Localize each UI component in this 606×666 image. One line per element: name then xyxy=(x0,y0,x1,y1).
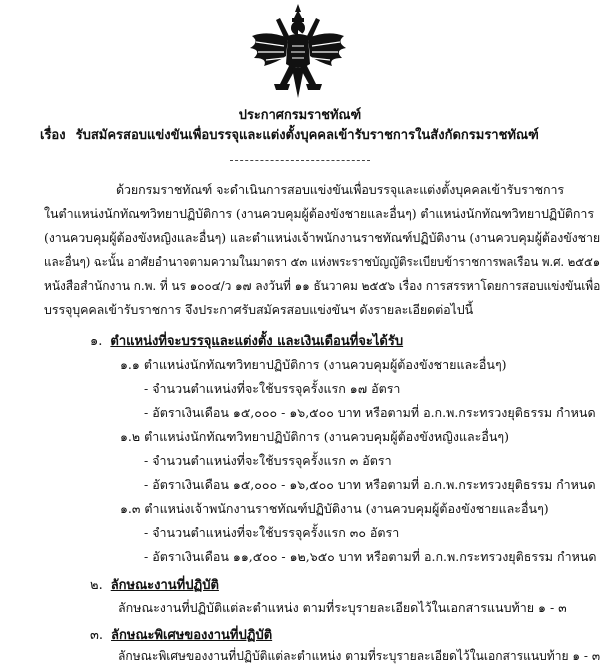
position-title: ๑.๒ ตำแหน่งนักทัณฑวิทยาปฏิบัติการ (งานควบคุมผู้ต้องขังหญิงและอื่นๆ) xyxy=(120,429,510,444)
section-heading xyxy=(90,330,403,351)
body-line: ด้วยกรมราชทัณฑ์ จะดำเนินการสอบแข่งขันเพื่อบรรจุและแต่งตั้งบุคคลเข้ารับราชการ xyxy=(116,182,565,197)
section-heading xyxy=(90,624,272,645)
body-line: (งานควบคุมผู้ต้องขังหญิงและอื่นๆ) และตำแหน่งเจ้าพนักงานราชทัณฑ์ปฏิบัติงาน (งานควบคุมผู้ต้องขังชาย xyxy=(44,230,601,245)
body-line: บรรจุบุคคลเข้ารับราชการ จึงประกาศรับสมัครสอบแข่งขันฯ ดังรายละเอียดต่อไปนี้ xyxy=(44,302,474,317)
position-count: - จำนวนตำแหน่งที่จะใช้บรรจุครั้งแรก ๓๐ อัตรา xyxy=(144,525,400,540)
section-text: ลักษณะพิเศษของงานที่ปฏิบัติแต่ละตำแหน่ง ตามที่ระบุรายละเอียดไว้ในเอกสารแนบท้าย ๑ - ๓ xyxy=(118,648,601,663)
section-number: ๒. xyxy=(90,578,103,593)
body-line: ในตำแหน่งนักทัณฑวิทยาปฏิบัติการ (งานควบคุมผู้ต้องขังชายและอื่นๆ) ตำแหน่งนักทัณฑวิทยาปฏิบัติการ xyxy=(44,206,594,221)
position-count: - จำนวนตำแหน่งที่จะใช้บรรจุครั้งแรก ๑๗ อัตรา xyxy=(144,381,401,396)
section-number: ๓. xyxy=(90,628,104,643)
position-salary: - อัตราเงินเดือน ๑๕,๐๐๐ - ๑๖,๕๐๐ บาท หรือตามที่ อ.ก.พ.กระทรวงยุติธรรม กำหนด xyxy=(144,405,596,420)
announcement-subject xyxy=(40,124,539,145)
position-title: ๑.๑ ตำแหน่งนักทัณฑวิทยาปฏิบัติการ (งานควบคุมผู้ต้องขังชายและอื่นๆ) xyxy=(120,357,507,372)
section-title: ลักษณะงานที่ปฏิบัติ xyxy=(110,578,219,593)
position-salary: - อัตราเงินเดือน ๑๕,๐๐๐ - ๑๖,๕๐๐ บาท หรือตามที่ อ.ก.พ.กระทรวงยุติธรรม กำหนด xyxy=(144,477,596,492)
position-title: ๑.๓ ตำแหน่งเจ้าพนักงานราชทัณฑ์ปฏิบัติงาน (งานควบคุมผู้ต้องขังชายและอื่นๆ) xyxy=(120,501,549,516)
section-title: ตำแหน่งที่จะบรรจุและแต่งตั้ง และเงินเดือนที่จะได้รับ xyxy=(110,334,404,349)
section-heading xyxy=(90,574,219,595)
position-count: - จำนวนตำแหน่งที่จะใช้บรรจุครั้งแรก ๓ อัตรา xyxy=(144,453,392,468)
subject-text: รับสมัครสอบแข่งขันเพื่อบรรจุและแต่งตั้งบุคคลเข้ารับราชการในสังกัดกรมราชทัณฑ์ xyxy=(75,128,539,143)
section-title: ลักษณะพิเศษของงานที่ปฏิบัติ xyxy=(111,628,273,643)
section-text: ลักษณะงานที่ปฏิบัติแต่ละตำแหน่ง ตามที่ระบุรายละเอียดไว้ในเอกสารแนบท้าย ๑ - ๓ xyxy=(118,600,567,615)
section-number: ๑. xyxy=(90,334,103,349)
subject-label: เรื่อง xyxy=(40,128,66,143)
body-line: และอื่นๆ) ฉะนั้น อาศัยอำนาจตามความในมาตรา ๕๓ แห่งพระราชบัญญัติระเบียบข้าราชการพลเรือน พ.ศ. ๒๕๕๑ xyxy=(44,254,601,269)
position-salary: - อัตราเงินเดือน ๑๑,๕๐๐ - ๑๒,๖๕๐ บาท หรือตามที่ อ.ก.พ.กระทรวงยุติธรรม กำหนด xyxy=(144,549,597,564)
divider xyxy=(230,160,370,161)
announcement-title: ประกาศกรมราชทัณฑ์ xyxy=(238,108,362,123)
garuda-emblem-icon xyxy=(246,2,350,100)
body-line: หนังสือสำนักงาน ก.พ. ที่ นร ๑๐๐๔/ว ๑๗ ลงวันที่ ๑๑ ธันวาคม ๒๕๕๖ เรื่อง การสรรหาโดยการสอบแข่งขันเพื่อ xyxy=(44,278,601,293)
